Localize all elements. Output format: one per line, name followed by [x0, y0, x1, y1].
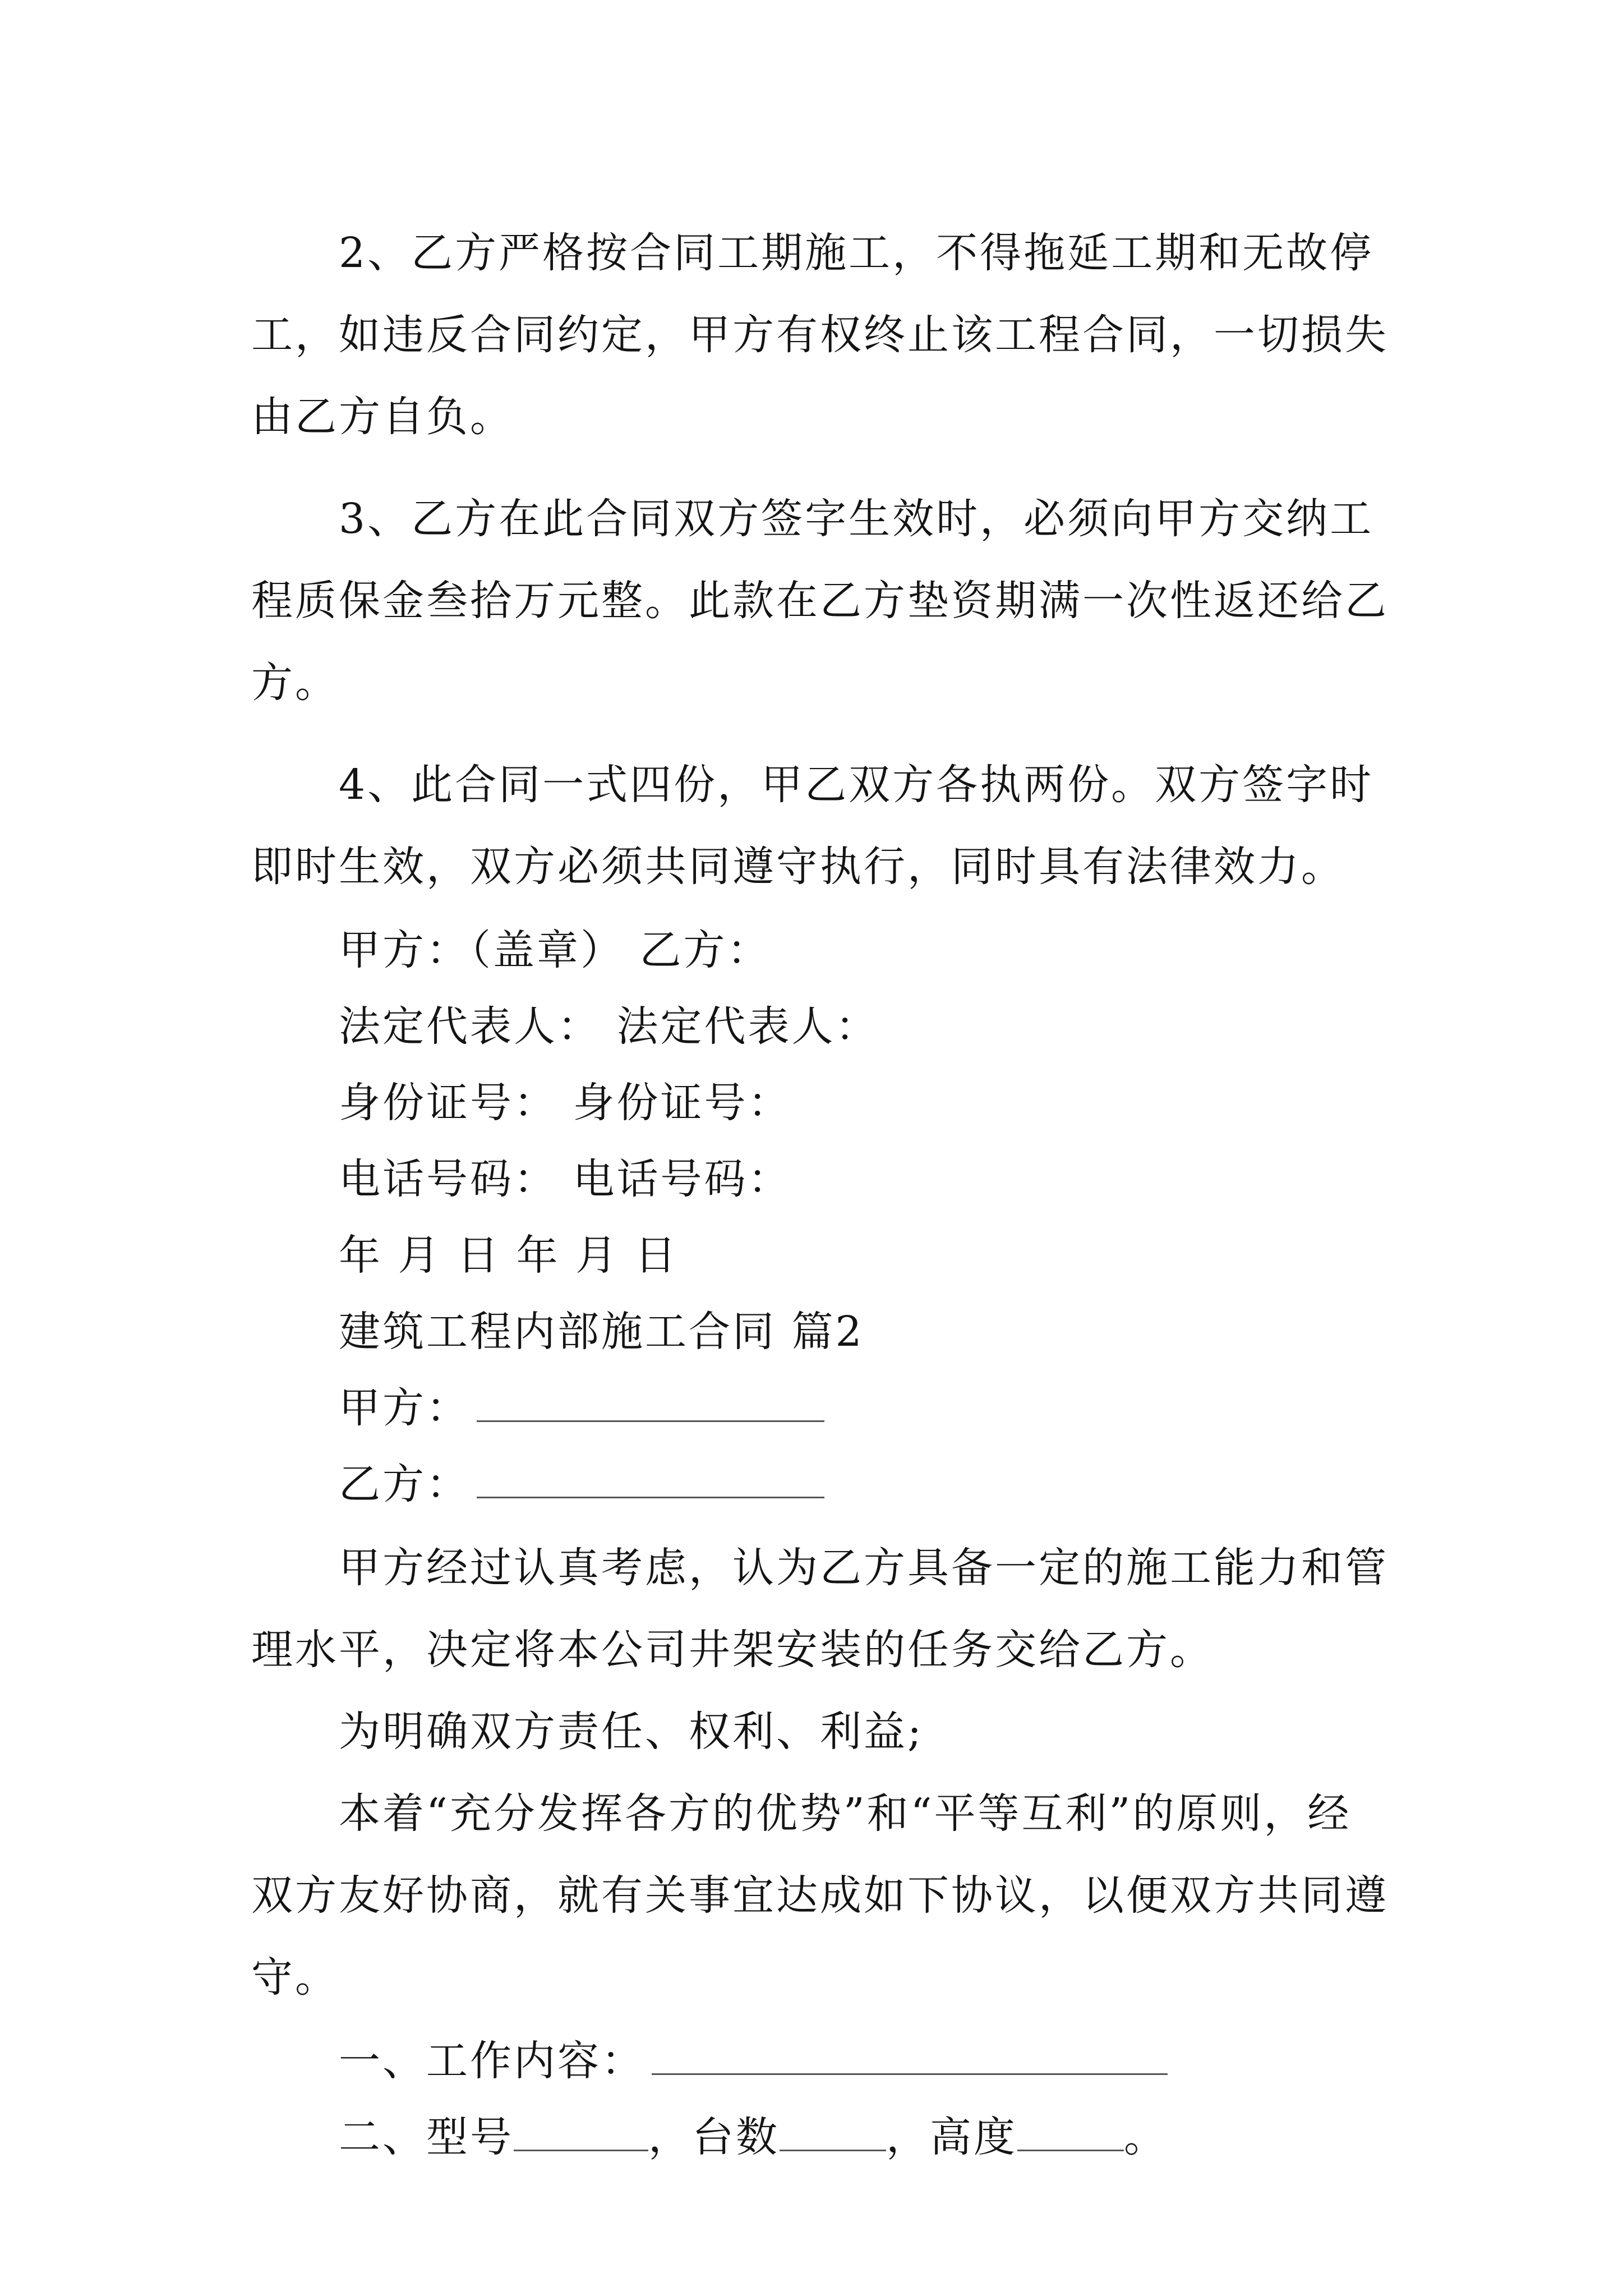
item-2-prefix: 二、型号 [339, 2113, 514, 2161]
principle-paragraph: 本着“充分发挥各方的优势”和“平等互利”的原则，经双方友好协商，就有关事宜达成如下协议，以便双方共同遵守。 [251, 1789, 1389, 2001]
section-2-title: 建筑工程内部施工合同 篇2 [339, 1308, 864, 1356]
item-1-line [251, 2023, 1390, 2099]
intro-paragraph: 甲方经过认真考虑，认为乙方具备一定的施工能力和管理水平，决定将本公司井架安装的任务交给乙方。 [251, 1544, 1389, 1674]
party-a-label: 甲方： [339, 1384, 470, 1432]
signature-representative-line: 法定代表人： 法定代表人： [339, 1002, 879, 1051]
height-blank [1017, 2120, 1124, 2151]
party-b-label: 乙方： [339, 1460, 470, 1508]
clause-4: 4、此合同一式四份，甲乙双方各执两份。双方签字时即时生效，双方必须共同遵守执行，同时具有法律效力。 [251, 761, 1374, 891]
item-2-sep1: ，台数 [648, 2113, 780, 2161]
item-2-end: 。 [1124, 2113, 1168, 2161]
party-b-line [251, 1446, 1390, 1522]
clause-2: 2、乙方严格按合同工期施工，不得拖延工期和无故停工，如违反合同约定，甲方有权终止该工程合同，一切损失由乙方自负。 [251, 229, 1389, 441]
item-1-blank [652, 2044, 1168, 2075]
signature-phone-line: 电话号码： 电话号码： [339, 1155, 792, 1203]
quantity-blank [780, 2120, 886, 2151]
signature-date-line: 年 月 日 年 月 日 [339, 1231, 679, 1280]
clause-3: 3、乙方在此合同双方签字生效时，必须向甲方交纳工程质保金叁拾万元整。此款在乙方垫资期满一次性返还给乙方。 [251, 495, 1389, 707]
signature-party-line: 甲方：（盖章） 乙方： [339, 926, 771, 974]
signature-id-line: 身份证号： 身份证号： [339, 1079, 792, 1127]
party-a-blank [477, 1391, 824, 1422]
document-body [251, 212, 1390, 2175]
item-2-line [251, 2099, 1390, 2175]
item-1-label: 一、工作内容： [339, 2037, 645, 2085]
party-a-line [251, 1370, 1390, 1446]
model-blank [514, 2120, 648, 2151]
item-2-sep2: ，高度 [886, 2113, 1017, 2161]
purpose-paragraph: 为明确双方责任、权利、利益; [339, 1708, 924, 1756]
party-b-blank [477, 1467, 824, 1498]
